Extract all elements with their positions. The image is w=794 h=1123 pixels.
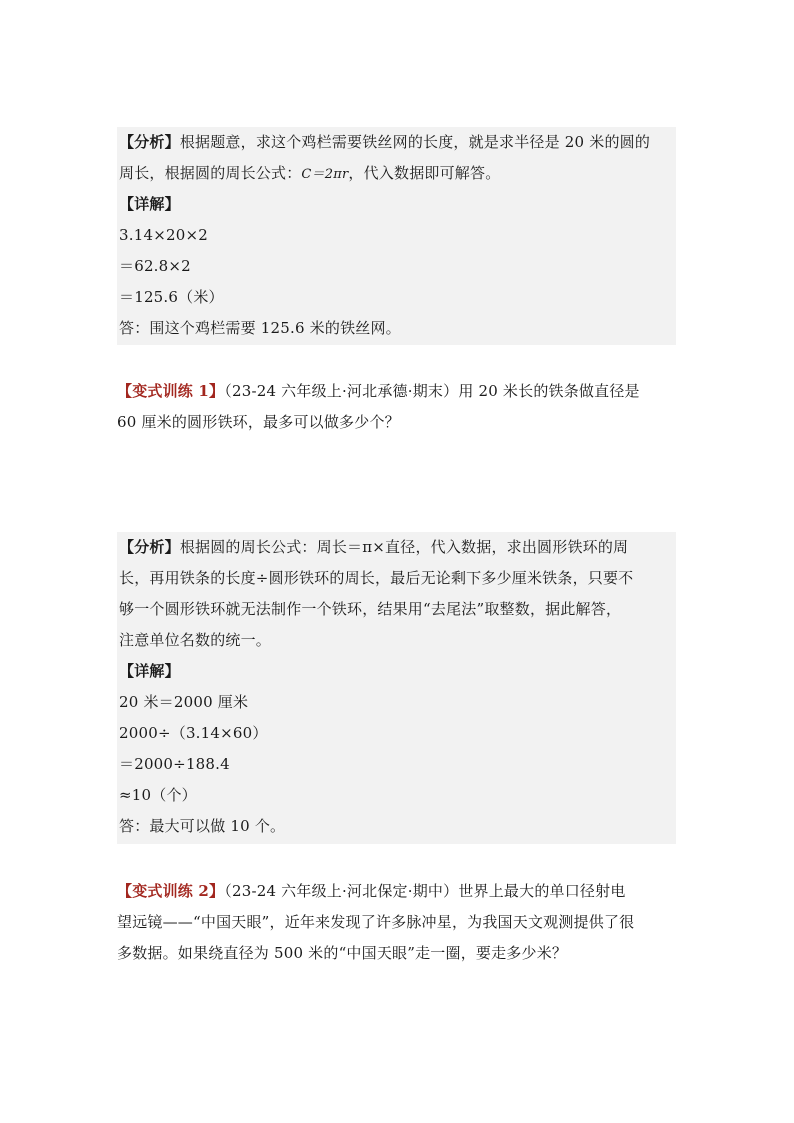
exercise-text: （23-24 六年级上·河北保定·期中）世界上最大的单口径射电 <box>224 882 626 900</box>
calc-step: 2000÷（3.14×60） <box>119 724 268 742</box>
circumference-formula: C＝2πr <box>301 167 349 182</box>
detail-tag: 【详解】 <box>119 662 180 680</box>
analysis-line-1 <box>119 127 674 158</box>
analysis-tag: 【分析】 <box>119 133 180 151</box>
analysis-text: 根据题意，求这个鸡栏需要铁丝网的长度，就是求半径是 20 米的圆的 <box>179 133 651 151</box>
calc-step: ≈10（个） <box>119 786 197 804</box>
exercise-line <box>117 376 679 407</box>
solution-block-1 <box>117 127 676 345</box>
calc-step: ＝125.6（米） <box>119 288 224 306</box>
exercise-tag: 【变式训练 1】 <box>117 382 225 400</box>
analysis-line-2: 长，再用铁条的长度÷圆形铁环的周长，最后无论剩下多少厘米铁条，只要不 <box>119 569 634 587</box>
solution-block-2 <box>117 532 676 844</box>
calc-step: ＝62.8×2 <box>119 257 191 275</box>
calc-step: ＝2000÷188.4 <box>119 755 230 773</box>
detail-tag: 【详解】 <box>119 195 180 213</box>
analysis-line-2 <box>119 158 674 189</box>
exercise-line: 多数据。如果绕直径为 500 米的“中国天眼”走一圈，要走多少米？ <box>117 944 568 962</box>
analysis-text: 周长，根据圆的周长公式： <box>119 164 302 182</box>
analysis-line-4: 注意单位名数的统一。 <box>119 631 272 649</box>
analysis-tag: 【分析】 <box>119 538 180 556</box>
exercise-text: （23-24 六年级上·河北承德·期末）用 20 米长的铁条做直径是 <box>224 382 640 400</box>
calc-step: 3.14×20×2 <box>119 226 208 244</box>
analysis-line-3: 够一个圆形铁环就无法制作一个铁环，结果用“去尾法”取整数，据此解答， <box>119 600 622 618</box>
exercise-2 <box>117 876 679 969</box>
answer-text: 答：最大可以做 10 个。 <box>119 817 286 835</box>
exercise-line: 望远镜——“中国天眼”，近年来发现了许多脉冲星，为我国天文观测提供了很 <box>117 913 635 931</box>
answer-text: 答：围这个鸡栏需要 125.6 米的铁丝网。 <box>119 319 401 337</box>
calc-step: 20 米＝2000 厘米 <box>119 693 249 711</box>
exercise-line: 60 厘米的圆形铁环，最多可以做多少个？ <box>117 413 400 431</box>
analysis-text: ，代入数据即可解答。 <box>348 164 501 182</box>
analysis-line-1 <box>119 532 674 563</box>
exercise-line <box>117 876 679 907</box>
exercise-tag: 【变式训练 2】 <box>117 882 225 900</box>
exercise-1 <box>117 376 679 438</box>
analysis-text: 根据圆的周长公式：周长＝π×直径，代入数据，求出圆形铁环的周 <box>179 538 629 556</box>
